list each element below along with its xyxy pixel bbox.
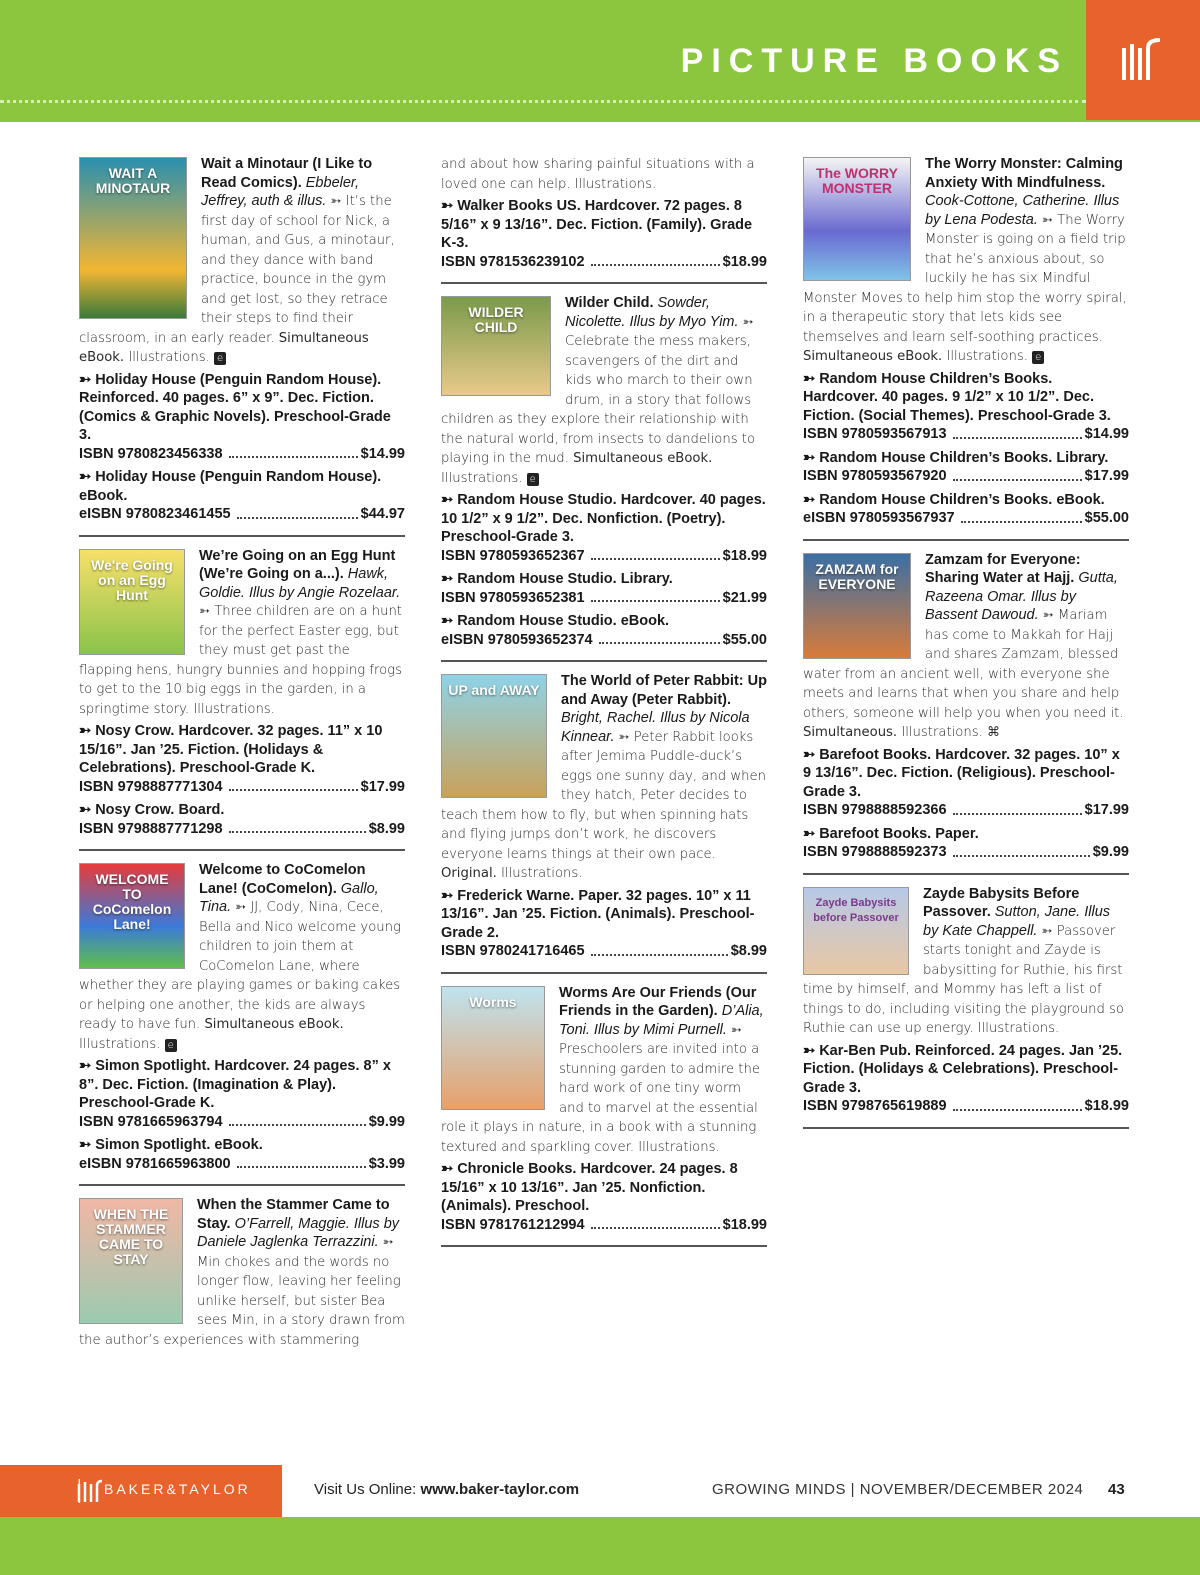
book-cover[interactable]: WAIT A MINOTAUR (79, 157, 187, 319)
magazine-issue: GROWING MINDS | NOVEMBER/DECEMBER 2024 (712, 1481, 1084, 1498)
book-cover[interactable]: The WORRY MONSTER (803, 157, 911, 281)
book-cover[interactable]: WELCOME TO CoComelon Lane! (79, 863, 185, 969)
column-2 (441, 155, 767, 1257)
book-description: ➳ JJ, Cody, Nina, Cece, Bella and Nico welcome young children to join them at CoComelon Lane, where whether they are playing games or baking cakes or helping one another, the kids are always ready to have fun. Simultaneous eBook. Illustrations. e (79, 900, 401, 1052)
edition-info: ➳ Holiday House (Penguin Random House). eBook. (79, 469, 382, 504)
isbn-line: ISBN 9798888592366 $17.99 (803, 802, 1129, 818)
book-author: D’Alia, Toni. Illus by Mimi Purnell. (559, 1003, 764, 1038)
book-author: Sowder, Nicolette. Illus by Myo Yim. (565, 295, 739, 330)
isbn-line: eISBN 9780823461455 $44.97 (79, 506, 405, 522)
column-1 (79, 155, 405, 1366)
isbn-line: ISBN 9780593652367 $18.99 (441, 547, 767, 564)
edition-info: ➳ Kar-Ben Pub. Reinforced. 24 pages. Jan ’25. Fiction. (Holidays & Celebrations). Preschool-Grade 3. (803, 1042, 1123, 1096)
edition-info: ➳ Walker Books US. Hardcover. 72 pages. 8 5/16” x 9 13/16”. Dec. Fiction. (Family). Grade K-3. (441, 198, 753, 251)
footer-visit: Visit Us Online: www.baker-taylor.com (314, 1481, 580, 1498)
brand-name: BAKER&TAYLOR (104, 1481, 251, 1497)
bt-mark-icon (76, 1478, 102, 1504)
book-title: We’re Going on an Egg Hunt (We’re Going on a...). (199, 547, 396, 582)
edition-info: ➳ Random House Studio. eBook. (441, 613, 670, 629)
book-description: ➳ Celebrate the mess makers, scavengers of the dirt and kids who march to their own drum, in a story that follows children as they explore their relationship with the natural world, from insects to dandelions to playing in the mud. Simultaneous eBook. Illustrations. e (441, 314, 756, 486)
bottom-band (0, 1517, 1200, 1575)
book-entry (441, 294, 767, 662)
book-title: The World of Peter Rabbit: Up and Away (Peter Rabbit). (561, 673, 767, 708)
book-entry (79, 547, 405, 852)
page-number: 43 (1108, 1481, 1125, 1498)
book-description: ➳ Mariam has come to Makkah for Hajj and shares Zamzam, blessed water from an ancient well, with everyone she meets and learns that when you share and help others, someone will help you when you need it. Simultaneous. Illustrations. ⌘ (803, 608, 1124, 740)
isbn-line: ISBN 9798887771298 $8.99 (79, 820, 405, 837)
bt-logo-icon (1086, 0, 1200, 120)
isbn-line: ISBN 9780823456338 $14.99 (79, 445, 405, 462)
book-entry (79, 861, 405, 1186)
book-author: Sutton, Jane. Illus by Kate Chappell. (923, 904, 1111, 939)
book-cover[interactable]: Worms (441, 986, 545, 1110)
book-entry-continued (441, 155, 767, 284)
edition-info: ➳ Random House Children’s Books. Hardcover. 40 pages. 9 1/2” x 10 1/2”. Dec. Fiction. (Social Themes). Preschool-Grade 3. (803, 370, 1111, 424)
edition-info: ➳ Simon Spotlight. Hardcover. 24 pages. 8” x 8”. Dec. Fiction. (Imagination & Play). Preschool-Grade K. (79, 1058, 391, 1111)
isbn-line: ISBN 9780593567920 $17.99 (803, 468, 1129, 484)
ebook-icon: e (527, 473, 539, 486)
page-title: PICTURE BOOKS (680, 42, 1068, 80)
book-title: When the Stammer Came to Stay. (197, 1197, 390, 1232)
edition-info: ➳ Barefoot Books. Paper. (803, 825, 979, 842)
ebook-icon: e (1032, 351, 1044, 364)
edition-info: ➳ Nosy Crow. Hardcover. 32 pages. 11” x 10 15/16”. Jan ’25. Fiction. (Holidays & Celebrations). Preschool-Grade K. (79, 723, 383, 776)
book-title: The Worry Monster: Calming Anxiety With Mindfulness. (925, 156, 1123, 191)
book-title: Worms Are Our Friends (Our Friends in the Garden). (559, 984, 757, 1019)
edition-info: ➳ Random House Studio. Hardcover. 40 pages. 10 1/2” x 9 1/2”. Dec. Nonfiction. (Poetry). Preschool-Grade 3. (441, 492, 766, 545)
isbn-line: ISBN 9798887771304 $17.99 (79, 778, 405, 795)
ebook-icon: e (214, 352, 226, 365)
book-author: Hawk, Goldie. Illus by Angie Rozelaar. (199, 566, 401, 601)
book-description: ➳ Preschoolers are invited into a stunning garden to admire the hard work of one tiny worm and to marvel at the essential role it plays in nature, in a book with a stunning textured and sparkling cover. Illustrations. (441, 1022, 760, 1155)
book-cover[interactable]: Zayde Babysits before Passover (803, 887, 909, 975)
bt-logo-icon (0, 1465, 80, 1517)
edition-info: ➳ Barefoot Books. Hardcover. 32 pages. 10” x 9 13/16”. Dec. Fiction. (Religious). Preschool-Grade 3. (803, 746, 1120, 800)
book-cover[interactable]: We're Going on an Egg Hunt (79, 549, 185, 655)
isbn-line: ISBN 9798765619889 $18.99 (803, 1098, 1129, 1114)
edition-info: ➳ Chronicle Books. Hardcover. 24 pages. 8 15/16” x 10 13/16”. Jan ’25. Nonfiction. (Animals). Preschool. (441, 1161, 738, 1214)
book-description: ➳ Min chokes and the words no longer flow, leaving her feeling unlike herself, but sister Bea sees Min, in a story drawn from the author’s experiences with stammering (79, 1235, 405, 1348)
book-author: Gallo, Tina. (199, 880, 379, 915)
isbn-line: ISBN 9781761212994 $18.99 (441, 1216, 767, 1233)
edition-info: ➳ Nosy Crow. Board. (79, 802, 225, 818)
book-description: and about how sharing painful situations with a loved one can help. Illustrations. (441, 157, 755, 192)
book-title: Zamzam for Everyone: Sharing Water at Hajj. (925, 551, 1081, 586)
book-cover[interactable]: UP and AWAY (441, 674, 547, 798)
isbn-line: ISBN 9781665963794 $9.99 (79, 1113, 405, 1130)
book-title: Welcome to CoComelon Lane! (CoComelon). (199, 862, 366, 897)
isbn-line: eISBN 9780593652374 $55.00 (441, 631, 767, 648)
book-author: Ebbeler, Jeffrey, auth & illus. (201, 174, 359, 209)
book-entry (441, 672, 767, 974)
book-cover[interactable]: WHEN THE STAMMER CAME TO STAY (79, 1198, 183, 1324)
book-description: ➳ Peter Rabbit looks after Jemima Puddle-duck’s eggs one sunny day, and when they hatch, Peter decides to teach them how to fly, but when spinning hats and flying jumps don’t work, he discovers everyone learns things at their own pace. Original. Illustrations. (441, 729, 766, 881)
website-link[interactable]: www.baker-taylor.com (420, 1481, 580, 1498)
edition-info: ➳ Holiday House (Penguin Random House). Reinforced. 40 pages. 6” x 9”. Dec. Fiction. (Comics & Graphic Novels). Preschool-Grade 3. (79, 371, 391, 443)
edition-info: ➳ Random House Children’s Books. Library. (803, 449, 1109, 466)
header-divider (0, 100, 1086, 103)
isbn-line: ISBN 9780593652381 $21.99 (441, 589, 767, 606)
book-entry (441, 984, 767, 1248)
book-entry (79, 155, 405, 537)
book-author: Gutta, Razeena Omar. Illus by Bassent Dawoud. (925, 570, 1118, 623)
isbn-line: ISBN 9781536239102 $18.99 (441, 253, 767, 270)
book-cover[interactable]: ZAMZAM for EVERYONE (803, 553, 911, 659)
isbn-line: ISBN 9780241716465 $8.99 (441, 943, 767, 959)
book-author: Cook-Cottone, Catherine. Illus by Lena Podesta. (925, 193, 1120, 228)
book-title: Zayde Babysits Before Passover. (923, 885, 1080, 920)
brand-logo-tab (1086, 0, 1200, 120)
isbn-line: eISBN 9780593567937 $55.00 (803, 510, 1129, 526)
book-title: Wait a Minotaur (I Like to Read Comics). (201, 156, 373, 191)
isbn-line: ISBN 9780593567913 $14.99 (803, 426, 1129, 442)
book-author: Bright, Rachel. Illus by Nicola Kinnear. (561, 710, 750, 745)
isbn-line: ISBN 9798888592373 $9.99 (803, 844, 1129, 860)
edition-info: ➳ Simon Spotlight. eBook. (79, 1137, 263, 1153)
book-description: ➳ The Worry Monster is going on a field trip that he’s anxious about, so luckily he has six Mindful Monster Moves to help him stop the worry spiral, in a therapeutic story that lets kids see themselves and learn self-soothing practices. Simultaneous eBook. Illustrations. e (803, 212, 1127, 364)
book-entry (803, 155, 1129, 541)
isbn-line: eISBN 9781665963800 $3.99 (79, 1155, 405, 1172)
edition-info: ➳ Random House Children’s Books. eBook. (803, 491, 1105, 508)
book-entry (803, 885, 1129, 1129)
edition-info: ➳ Random House Studio. Library. (441, 571, 673, 587)
edition-info: ➳ Frederick Warne. Paper. 32 pages. 10” x 11 13/16”. Jan ’25. Fiction. (Animals). Preschool-Grade 2. (441, 887, 755, 941)
book-entry (79, 1196, 405, 1356)
book-entry (803, 551, 1129, 875)
book-description: ➳ Passover starts tonight and Zayde is babysitting for Ruthie, his first time by himself, and Mommy has left a list of things to do, including visiting the playground so Ruthie can use up energy. Illustrations. (803, 923, 1124, 1036)
book-description: ➳ Three children are on a hunt for the perfect Easter egg, but they must get past the flapping hens, hungry bunnies and hopping frogs to get to the 10 big eggs in the garden, in a springtime story. Illustrations. (79, 604, 402, 717)
book-description: ➳ It’s the first day of school for Nick, a human, and Gus, a minotaur, and they dance with band practice, bounce in the gym and get lost, so they retrace their steps to find their classroom, in an early reader. Simultaneous eBook. Illustrations. e (79, 194, 395, 365)
column-3 (803, 155, 1129, 1139)
book-author: O’Farrell, Maggie. Illus by Daniele Jaglenka Terrazzini. (197, 1215, 400, 1250)
book-cover[interactable]: WILDER CHILD (441, 296, 551, 396)
book-title: Wilder Child. (565, 295, 654, 311)
ebook-icon: e (165, 1039, 177, 1052)
